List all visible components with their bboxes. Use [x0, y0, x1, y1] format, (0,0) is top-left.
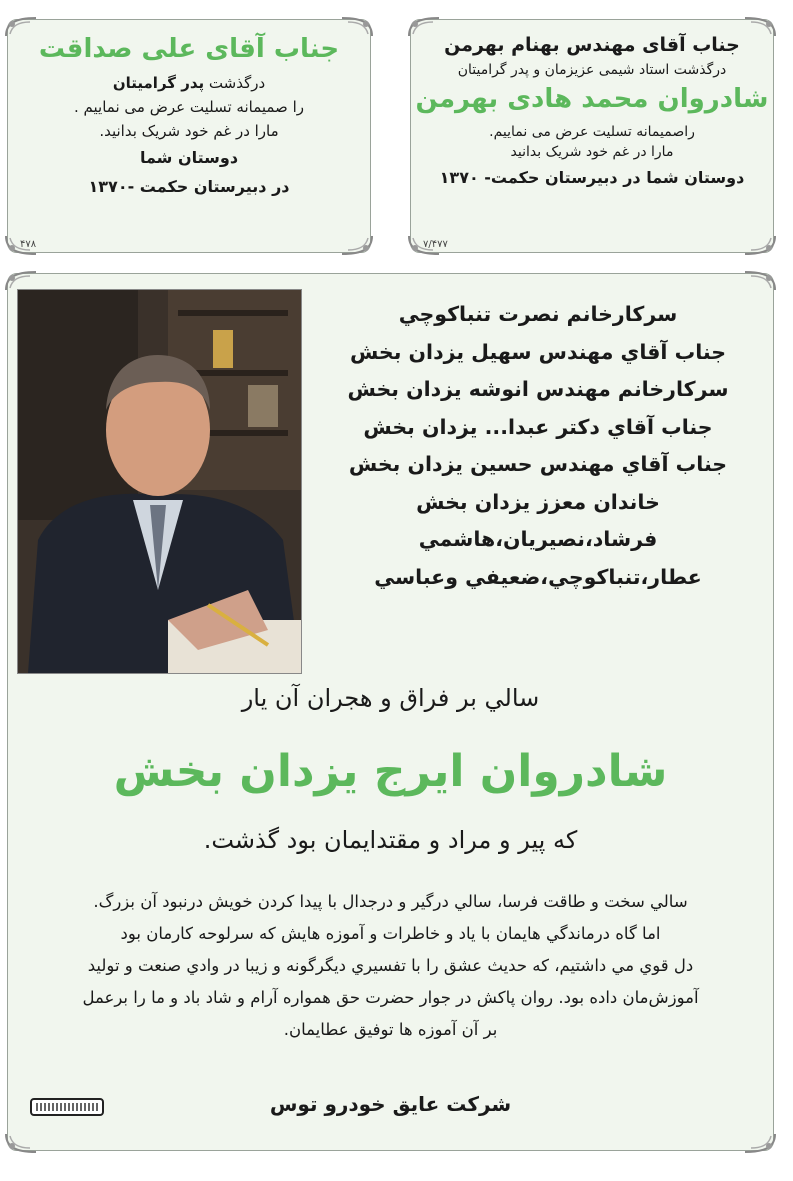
notice-text	[8, 74, 370, 92]
corner-ornament-icon	[4, 16, 38, 38]
barcode-icon	[30, 1098, 104, 1116]
corner-ornament-icon	[743, 1132, 777, 1154]
company-signature: شركت عايق خودرو توس	[269, 1092, 512, 1116]
bereaved-name: سركارخانم نصرت تنباكوچي	[398, 302, 678, 326]
notice-text-start: درگذشت	[204, 74, 266, 92]
corner-ornament-icon	[340, 234, 374, 256]
bereaved-name: سركارخانم مهندس انوشه يزدان بخش	[347, 377, 729, 401]
paragraph-line: اما گاه درماندگي هايمان با ياد و خاطرات و آموزه هايش كه سرلوحه كارمان بود	[120, 924, 661, 943]
memorial-notice	[7, 273, 774, 1151]
signature: دوستان شما	[139, 148, 239, 167]
notice-text: راصمیمانه تسلیت عرض می نماییم.	[489, 124, 695, 140]
notice-text: درگذشت استاد شیمی عزیزمان و پدر گرامیتان	[457, 62, 727, 78]
bereaved-names	[303, 296, 773, 596]
corner-ornament-icon	[340, 16, 374, 38]
paragraph-line: دل قوي مي داشتيم، كه حديث عشق را با تفسيري ديگرگونه و زيبا در وادي صنعت و توليد	[87, 956, 694, 975]
recipient-name: جناب آقای علی صداقت	[38, 34, 340, 64]
bereaved-name: جناب آقاي مهندس حسين يزدان بخش	[348, 452, 728, 476]
ad-code: ۴۷۸	[20, 239, 37, 250]
bereaved-name: خاندان معزز يزدان بخش	[416, 489, 660, 514]
condolence-notice-right	[410, 19, 774, 253]
notice-text: را صمیمانه تسلیت عرض می نماییم .	[74, 98, 304, 116]
bereaved-name: عطار،تنباكوچي،ضعيفي وعباسي	[374, 564, 702, 589]
notice-text-bold: پدر گرامیتان	[112, 74, 205, 92]
corner-ornament-icon	[743, 270, 777, 292]
paragraph-line: آموزش‌مان داده بود. روان پاكش در جوار حضرت حق همواره آرام و شاد باد و ما را برعمل	[82, 988, 699, 1007]
corner-ornament-icon	[743, 234, 777, 256]
memorial-paragraph	[28, 886, 753, 1046]
deceased-name: شادروان ايرج يزدان بخش	[113, 746, 668, 797]
signature-school: در دبیرستان حکمت -۱۳۷۰	[88, 177, 290, 196]
bereaved-name: جناب آقاي مهندس سهيل يزدان بخش	[349, 339, 727, 364]
signature: دوستان شما در دبیرستان حکمت- ۱۳۷۰	[439, 168, 745, 187]
notice-text: مارا در غم خود شریک بدانید	[510, 144, 674, 160]
condolence-notice-left	[7, 19, 371, 253]
paragraph-line: بر آن آموزه ها توفيق عطايمان.	[283, 1020, 498, 1039]
paragraph-line: سالي سخت و طاقت فرسا، سالي درگير و درجدال با پيدا كردن خويش درنبود آن بزرگ.	[93, 892, 688, 911]
bereaved-name: فرشاد،نصيريان،هاشمي	[418, 527, 658, 551]
corner-ornament-icon	[4, 1132, 38, 1154]
deceased-name: شادروان محمد هادی بهرمن	[415, 84, 769, 114]
recipient-name: جناب آقای مهندس بهنام بهرمن	[444, 34, 740, 56]
ad-code: ۷/۴۷۷	[423, 239, 448, 250]
corner-ornament-icon	[743, 16, 777, 38]
memorial-subline: كه پير و مراد و مقتدايمان بود گذشت.	[203, 826, 578, 854]
corner-ornament-icon	[407, 16, 441, 38]
bereaved-name: جناب آقاي دكتر عبدا... يزدان بخش	[363, 414, 713, 439]
notice-text: مارا در غم خود شریک بدانید.	[99, 122, 279, 140]
portrait-photo	[17, 289, 302, 674]
memorial-intro: سالي بر فراق و هجران آن يار	[241, 684, 540, 712]
